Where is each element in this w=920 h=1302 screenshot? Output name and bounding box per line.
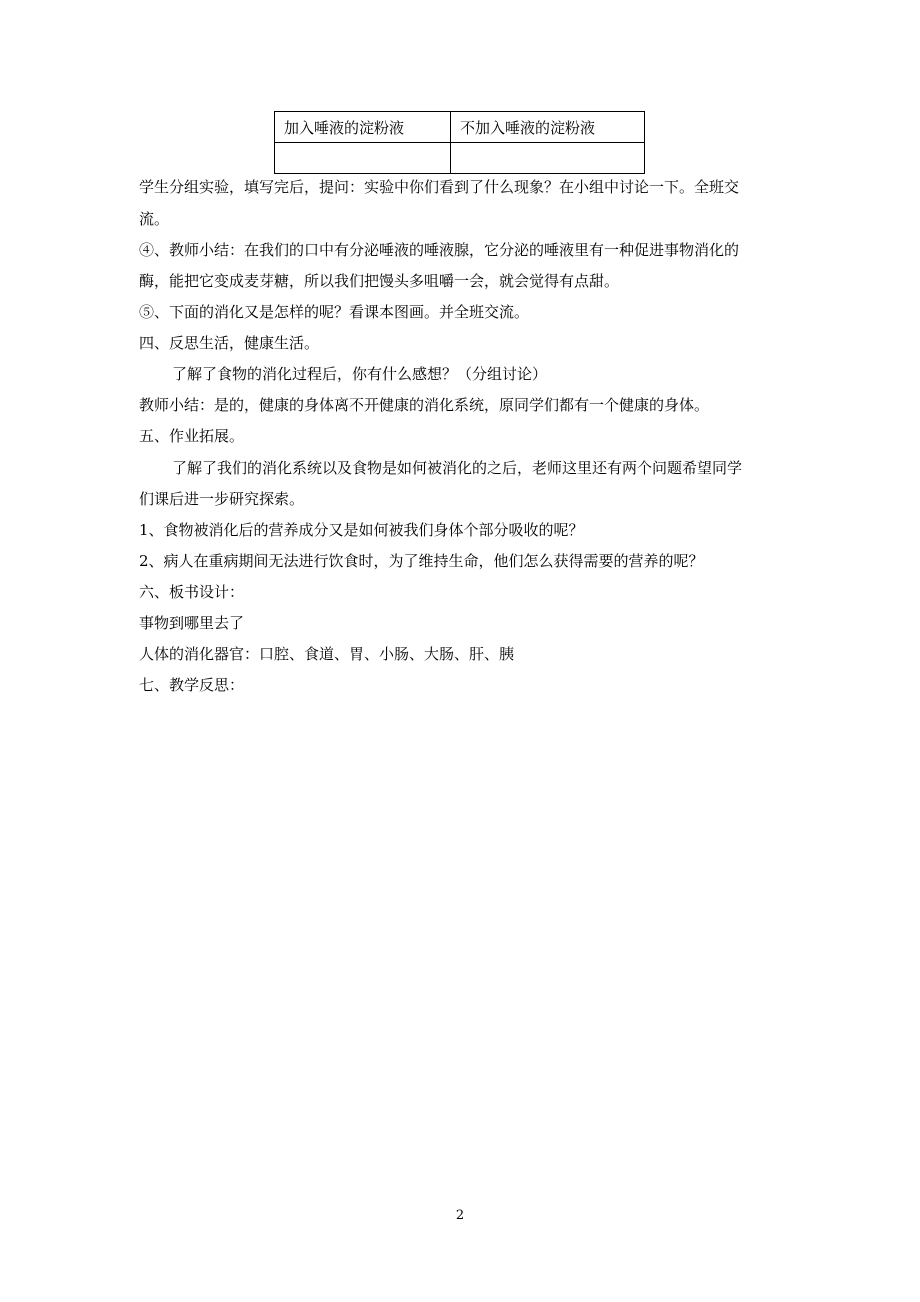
section-heading: 七、教学反思：: [139, 676, 245, 694]
table-row: [275, 143, 645, 174]
paragraph-line: 事物到哪里去了: [139, 614, 245, 632]
paragraph-line: ⑤、下面的消化又是怎样的呢？看课本图画。并全班交流。: [139, 303, 530, 321]
section-heading: 五、作业拓展。: [139, 427, 245, 445]
paragraph-line: 流。: [139, 210, 170, 228]
paragraph-line: ④、教师小结：在我们的口中有分泌唾液的唾液腺，它分泌的唾液里有一种促进事物消化的: [139, 241, 740, 259]
paragraph-line: 了解了我们的消化系统以及食物是如何被消化的之后，老师这里还有两个问题希望同学: [172, 459, 743, 477]
paragraph-line: 酶，能把它变成麦芽糖，所以我们把馒头多咀嚼一会，就会觉得有点甜。: [139, 272, 620, 290]
section-heading: 六、板书设计：: [139, 583, 245, 601]
table-row: [275, 112, 645, 143]
table-cell: [451, 143, 645, 174]
table-header-cell: 加入唾液的淀粉液: [275, 112, 451, 143]
experiment-table: [274, 111, 645, 174]
page-number: 2: [455, 1208, 465, 1223]
paragraph-line: 学生分组实验，填写完后，提问：实验中你们看到了什么现象？在小组中讨论一下。全班交: [139, 178, 740, 196]
paragraph-line: 人体的消化器官：口腔、食道、胃、小肠、大肠、肝、胰: [139, 645, 515, 663]
list-item: 1、食物被消化后的营养成分又是如何被我们身体个部分吸收的呢？: [139, 521, 584, 539]
paragraph-line: 了解了食物的消化过程后，你有什么感想？（分组讨论）: [172, 365, 548, 383]
paragraph-line: 教师小结：是的，健康的身体离不开健康的消化系统，原同学们都有一个健康的身体。: [139, 396, 710, 414]
list-item: 2、病人在重病期间无法进行饮食时，为了维持生命，他们怎么获得需要的营养的呢？: [139, 552, 704, 570]
paragraph-line: 们课后进一步研究探索。: [139, 490, 305, 508]
table-cell: [275, 143, 451, 174]
section-heading: 四、反思生活，健康生活。: [139, 334, 320, 352]
table-header-cell: 不加入唾液的淀粉液: [451, 112, 645, 143]
